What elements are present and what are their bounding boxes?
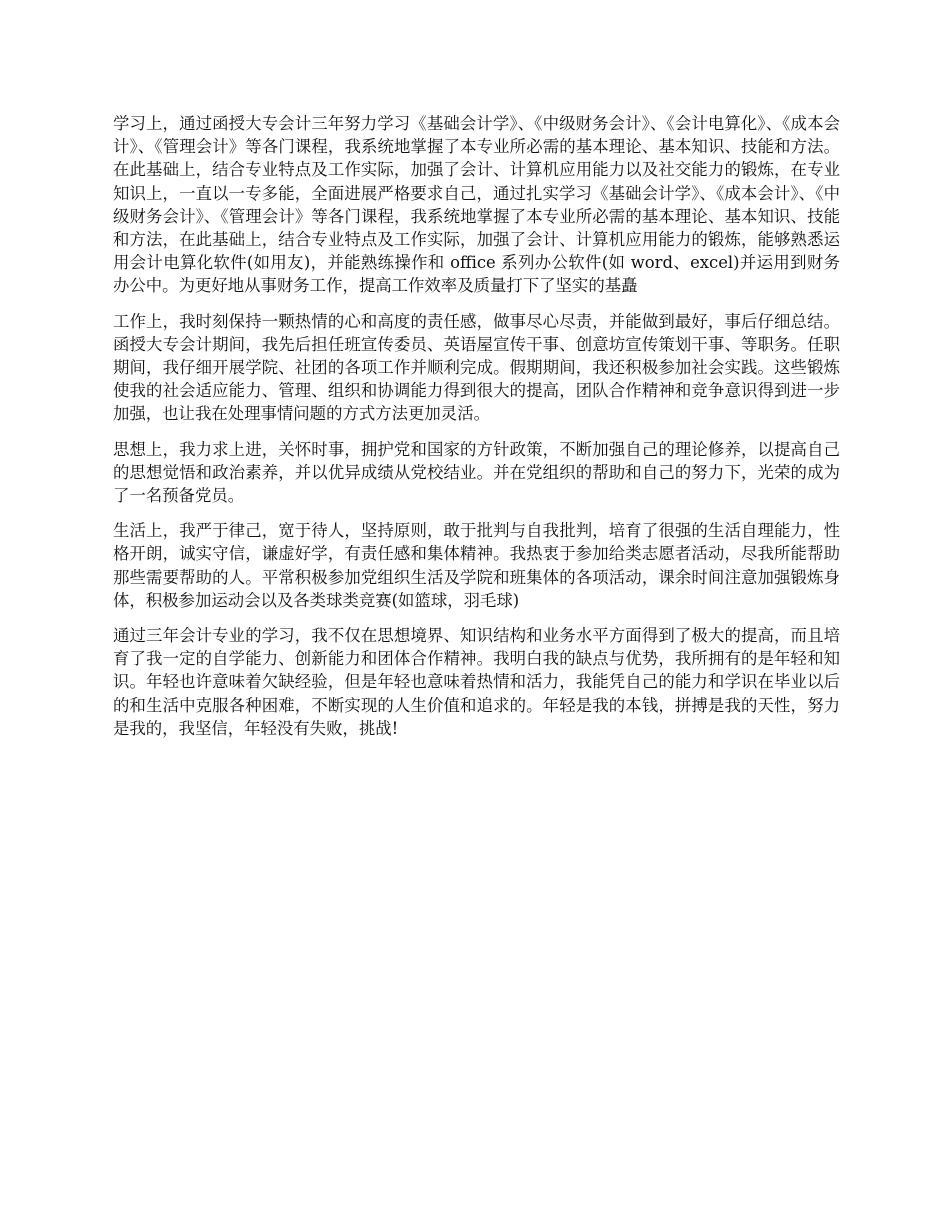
document-body: [113, 112, 840, 752]
paragraph-summary: 通过三年会计专业的学习，我不仅在思想境界、知识结构和业务水平方面得到了极大的提高，而且培育了我一定的自学能力、创新能力和团体合作精神。我明白我的缺点与优势，我所拥有的是年轻和知识。年轻也许意味着欠缺经验，但是年轻也意味着热情和活力，我能凭自己的能力和学识在毕业以后的和生活中克服各种困难，不断实现的人生价值和追求的。年轻是我的本钱，拼搏是我的天性，努力是我的，我坚信，年轻没有失败，挑战!: [113, 626, 840, 738]
paragraph-life: 生活上，我严于律己，宽于待人，坚持原则，敢于批判与自我批判，培育了很强的生活自理能力，性格开朗，诚实守信，谦虚好学，有责任感和集体精神。我热衷于参加给类志愿者活动，尽我所能帮助那些需要帮助的人。平常积极参加党组织生活及学院和班集体的各项活动，课余时间注意加强锻炼身体，积极参加运动会以及各类球类竞赛(如篮球，羽毛球): [113, 521, 840, 610]
paragraph-work: 工作上，我时刻保持一颗热情的心和高度的责任感，做事尽心尽责，并能做到最好，事后仔细总结。函授大专会计期间，我先后担任班宣传委员、英语屋宣传干事、创意坊宣传策划干事、等职务。任职期间，我仔细开展学院、社团的各项工作并顺利完成。假期期间，我还积极参加社会实践。这些锻炼使我的社会适应能力、管理、组织和协调能力得到很大的提高，团队合作精神和竞争意识得到进一步加强，也让我在处理事情问题的方式方法更加灵活。: [113, 311, 840, 424]
paragraph-study: 学习上，通过函授大专会计三年努力学习《基础会计学》、《中级财务会计》、《会计电算化》、《成本会计》、《管理会计》等各门课程，我系统地掌握了本专业所必需的基本理论、基本知识、技能和方法。在此基础上，结合专业特点及工作实际，加强了会计、计算机应用能力以及社交能力的锻炼，在专业知识上，一直以一专多能，全面进展严格要求自己，通过扎实学习《基础会计学》、《成本会计》、《中级财务会计》、《管理会计》等各门课程，我系统地掌握了本专业所必需的基本理论、基本知识、技能和方法，在此基础上，结合专业特点及工作实际，加强了会计、计算机应用能力的锻炼，能够熟悉运用会计电算化软件(如用友)，并能熟练操作和 office 系列办公软件(如 word、excel)并运用到财务办公中。为更好地从事财务工作，提高工作效率及质量打下了坚实的基矗: [113, 114, 840, 296]
paragraph-thought: 思想上，我力求上进，关怀时事，拥护党和国家的方针政策，不断加强自己的理论修养，以提高自己的思想觉悟和政治素养，并以优异成绩从党校结业。并在党组织的帮助和自己的努力下，光荣的成为了一名预备党员。: [113, 439, 840, 506]
